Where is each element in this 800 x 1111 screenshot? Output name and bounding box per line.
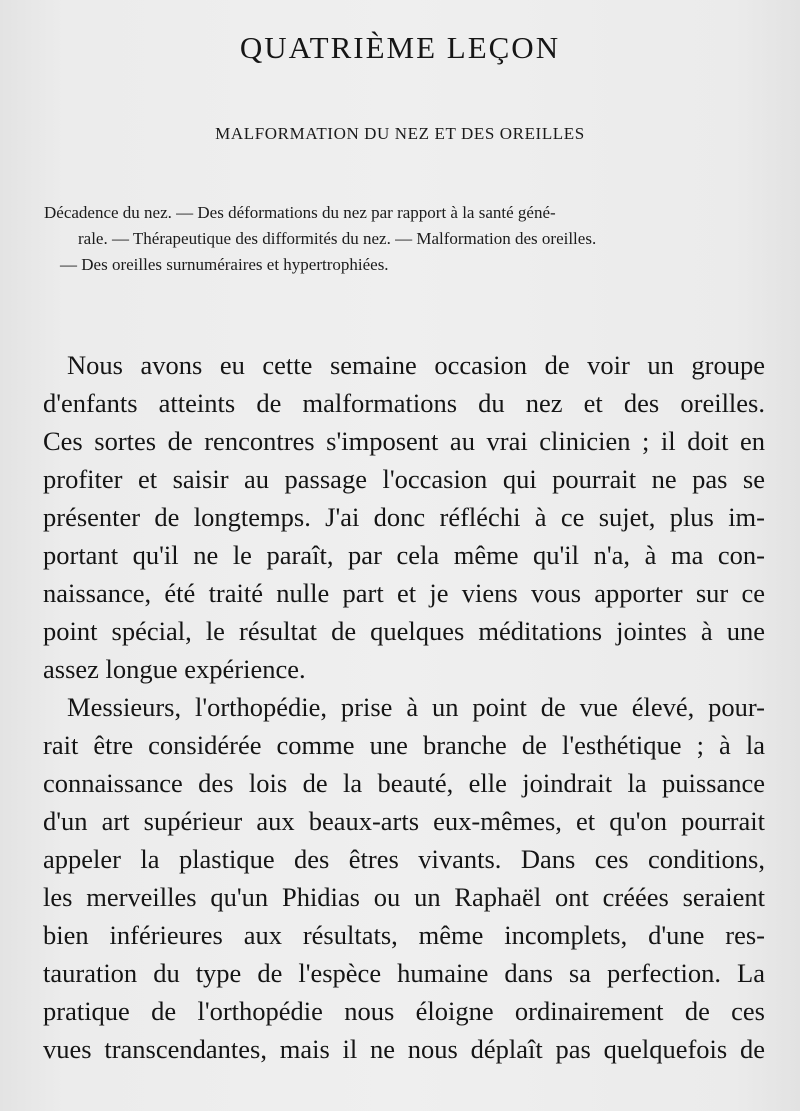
text-line: assez longue expérience. <box>43 654 306 684</box>
summary-line: Décadence du nez. — Des déformations du nez par rapport à la santé géné- <box>44 203 556 222</box>
text-line: les merveilles qu'un Phidias ou un Raphaël ont créées seraient <box>43 882 765 912</box>
paragraph-2 <box>43 688 765 1068</box>
summary-line: — Des oreilles surnuméraires et hypertrophiées. <box>60 255 389 274</box>
summary-line: rale. — Thérapeutique des difformités du nez. — Malformation des oreilles. <box>78 229 597 248</box>
text-line: appeler la plastique des êtres vivants. Dans ces conditions, <box>43 844 765 874</box>
text-line: tauration du type de l'espèce humaine dans sa perfection. La <box>43 958 765 988</box>
paragraph-1 <box>43 346 765 688</box>
text-line: portant qu'il ne le paraît, par cela même qu'il n'a, à ma con- <box>43 540 765 570</box>
text-line: d'enfants atteints de malformations du nez et des oreilles. <box>43 388 765 418</box>
text-line: d'un art supérieur aux beaux-arts eux-mêmes, et qu'on pourrait <box>43 806 765 836</box>
text-line: bien inférieures aux résultats, même incomplets, d'une res- <box>43 920 765 950</box>
text-line: vues transcendantes, mais il ne nous déplaît pas quelquefois de <box>43 1034 765 1064</box>
body-text <box>43 346 765 1068</box>
text-line: naissance, été traité nulle part et je viens vous apporter sur ce <box>43 578 765 608</box>
chapter-summary <box>44 200 764 278</box>
text-line: rait être considérée comme une branche de l'esthétique ; à la <box>43 730 765 760</box>
text-line: profiter et saisir au passage l'occasion qui pourrait ne pas se <box>43 464 765 494</box>
text-line: présenter de longtemps. J'ai donc réfléchi à ce sujet, plus im- <box>43 502 765 532</box>
text-line: Ces sortes de rencontres s'imposent au vrai clinicien ; il doit en <box>43 426 765 456</box>
text-line: connaissance des lois de la beauté, elle joindrait la puissance <box>43 768 765 798</box>
text-line: Nous avons eu cette semaine occasion de voir un groupe <box>67 350 765 380</box>
lesson-subtitle: MALFORMATION DU NEZ ET DES OREILLES <box>215 124 585 143</box>
lesson-title: QUATRIÈME LEÇON <box>239 30 561 65</box>
text-line: pratique de l'orthopédie nous éloigne ordinairement de ces <box>43 996 765 1026</box>
text-line: Messieurs, l'orthopédie, prise à un point de vue élevé, pour- <box>67 692 765 722</box>
text-line: point spécial, le résultat de quelques méditations jointes à une <box>43 616 765 646</box>
